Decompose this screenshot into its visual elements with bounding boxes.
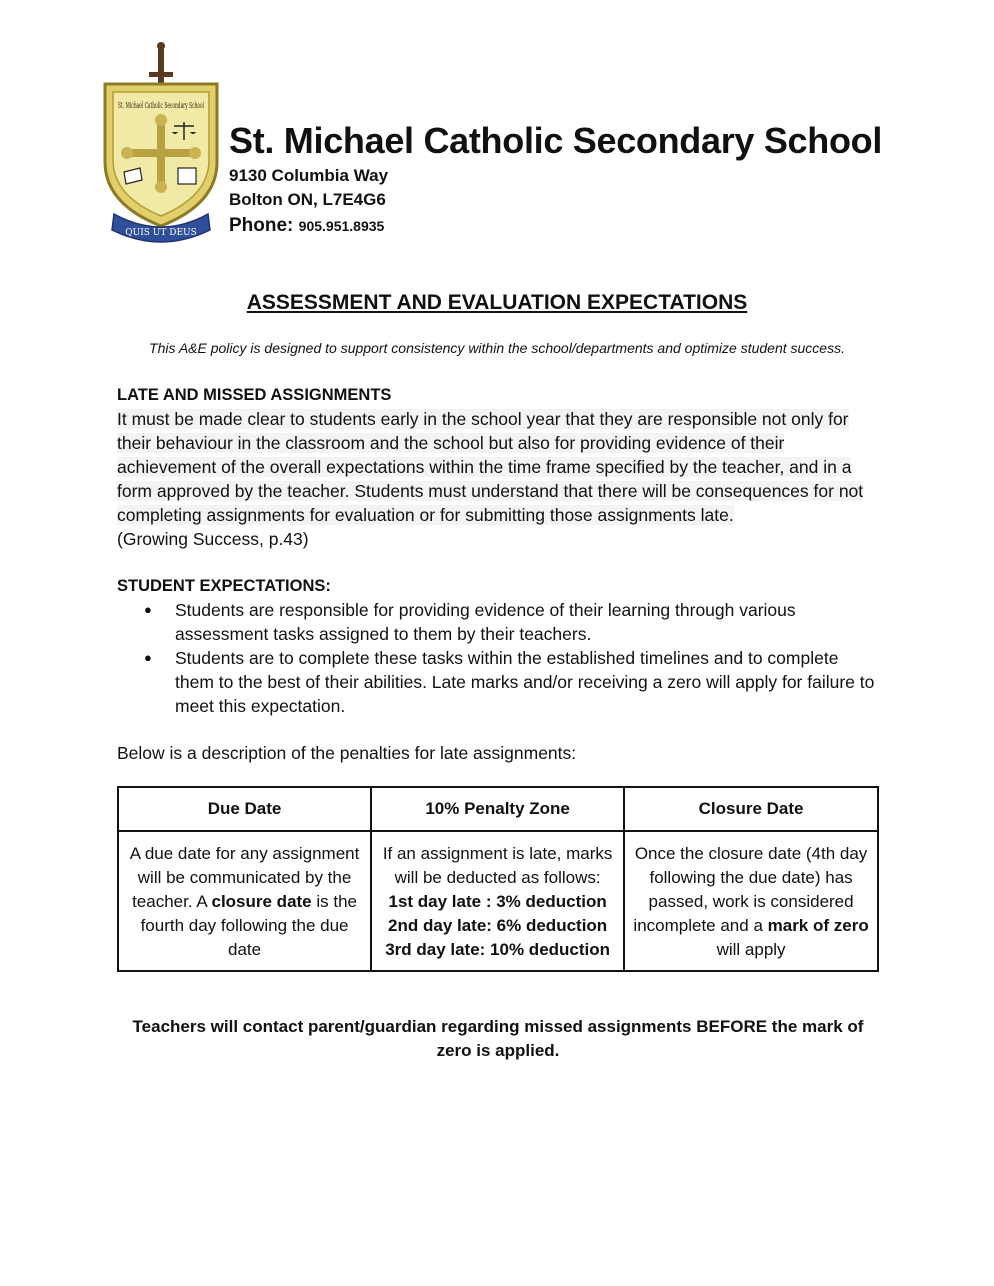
late-assignments-heading: LATE AND MISSED ASSIGNMENTS bbox=[117, 386, 392, 404]
phone-number: 905.951.8935 bbox=[298, 218, 385, 234]
phone-line bbox=[229, 212, 882, 240]
crest-school-name: St. Michael Catholic Secondary School bbox=[118, 101, 205, 110]
penalty-zone-cell bbox=[371, 831, 624, 971]
table-row bbox=[118, 831, 878, 971]
banner-icon bbox=[178, 168, 196, 184]
phone-label: Phone: bbox=[229, 215, 294, 236]
school-name: St. Michael Catholic Secondary School bbox=[229, 120, 883, 161]
footer-note: Teachers will contact parent/guardian regarding missed assignments BEFORE the mark of zero is applied. bbox=[132, 1017, 864, 1060]
school-crest-logo bbox=[100, 42, 222, 246]
school-info bbox=[229, 118, 882, 240]
document-title: ASSESSMENT AND EVALUATION EXPECTATIONS bbox=[246, 291, 748, 314]
document-body bbox=[117, 383, 879, 765]
late-assignments-paragraph bbox=[117, 407, 879, 527]
list-item: ● Students are to complete these tasks within the established timelines and to complete them to the best of their abilities. Late marks and/or receiving a zero will apply for failure to meet this expectation. bbox=[117, 646, 879, 718]
list-item: ● Students are responsible for providing evidence of their learning through various assessment tasks assigned to them by their teachers. bbox=[117, 598, 879, 646]
closure-date-term: closure date bbox=[211, 892, 312, 911]
closure-date-cell: Once the closure date (4th day following the due date) has passed, work is considered incomplete and a mark of zero will apply bbox=[624, 831, 878, 971]
document-subtitle: This A&E policy is designed to support consistency within the school/departments and optimize student success. bbox=[149, 340, 845, 356]
address-line-2: Bolton ON, L7E4G6 bbox=[229, 190, 386, 209]
table-header-row bbox=[118, 787, 878, 831]
penalty-day-1: 1st day late : 3% deduction bbox=[388, 892, 607, 911]
column-header-closure-date: Closure Date bbox=[624, 787, 878, 831]
student-expectations-heading: STUDENT EXPECTATIONS: bbox=[117, 577, 331, 595]
late-assignments-citation: (Growing Success, p.43) bbox=[117, 529, 309, 549]
crest-motto: QUIS UT DEUS bbox=[125, 228, 197, 238]
penalty-day-3: 3rd day late: 10% deduction bbox=[385, 940, 611, 959]
penalty-intro-text: If an assignment is late, marks will be deducted as follows: bbox=[382, 844, 613, 887]
address-line-1: 9130 Columbia Way bbox=[229, 166, 389, 185]
penalty-day-2: 2nd day late: 6% deduction bbox=[388, 916, 608, 935]
column-header-due-date: Due Date bbox=[118, 787, 371, 831]
late-penalty-table bbox=[117, 786, 879, 972]
student-expectations-list bbox=[117, 598, 879, 718]
due-date-cell: A due date for any assignment will be communicated by the teacher. A closure date is the fourth day following the due date bbox=[118, 831, 371, 971]
mark-of-zero-term: mark of zero bbox=[767, 916, 869, 935]
penalty-intro: Below is a description of the penalties for late assignments: bbox=[117, 743, 577, 763]
column-header-penalty-zone: 10% Penalty Zone bbox=[371, 787, 624, 831]
late-assignments-text: It must be made clear to students early in the school year that they are responsible not only for their behaviour in the classroom and the school but also for providing evidence of their achievement of the overall expectations within the time frame specified by the teacher, and in a form approved by the teacher. Students must understand that there will be consequences for not completing assignments for evaluation or for submitting those assignments late. bbox=[117, 409, 864, 525]
